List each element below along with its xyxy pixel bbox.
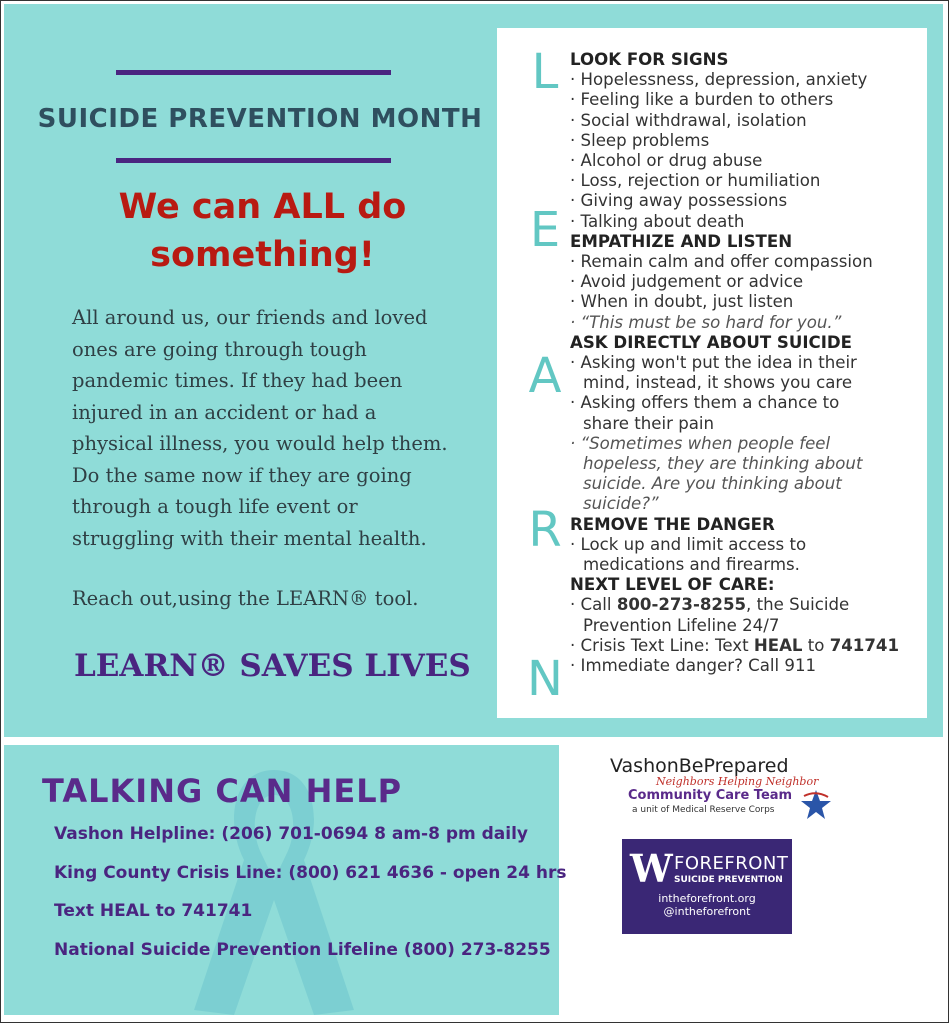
ask-item-line: share their pain: [583, 413, 715, 433]
look-item: · Social withdrawal, isolation: [570, 110, 807, 130]
crisis-prefix: · Crisis Text Line: Text: [570, 635, 754, 655]
danger-line: · Immediate danger? Call 911: [570, 656, 817, 676]
ask-item-line: · Asking won't put the idea in their: [570, 353, 857, 373]
medical-reserve-corps-star-icon: [800, 788, 832, 822]
ask-quote-line: suicide?”: [583, 494, 659, 514]
empathize-quote: · “This must be so hard for you.”: [570, 312, 842, 332]
headline-line-1: We can ALL do: [118, 187, 407, 227]
empathize-item: · Avoid judgement or advice: [570, 272, 804, 292]
remove-heading: REMOVE THE DANGER: [570, 514, 775, 534]
ask-quote-line: suicide. Are you thinking about: [583, 474, 842, 494]
call-line: [570, 595, 925, 615]
learn-letter-r: R: [528, 502, 562, 558]
look-item: · Hopelessness, depression, anxiety: [570, 70, 868, 90]
empathize-heading: EMPATHIZE AND LISTEN: [570, 231, 793, 251]
forefront-logo: [622, 839, 792, 934]
helpline-item: Vashon Helpline: (206) 701-0694 8 am-8 pm daily: [54, 824, 529, 844]
look-heading: LOOK FOR SIGNS: [570, 50, 729, 69]
vbp-unit: a unit of Medical Reserve Corps: [632, 805, 775, 815]
intro-line: All around us, our friends and loved: [72, 306, 428, 329]
look-item: · Alcohol or drug abuse: [570, 151, 763, 171]
crisis-line: [570, 636, 925, 656]
learn-saves-lives: LEARN® SAVES LIVES: [74, 648, 471, 684]
helpline-item: National Suicide Prevention Lifeline (800) 273-8255: [54, 939, 551, 960]
learn-list: [570, 50, 925, 676]
learn-letter-e: E: [529, 202, 561, 258]
headline: [80, 183, 445, 279]
empathize-item: · Remain calm and offer compassion: [570, 252, 873, 272]
ask-heading: ASK DIRECTLY ABOUT SUICIDE: [570, 332, 852, 352]
helpline-item: Text HEAL to 741741: [54, 901, 253, 921]
forefront-contact: [622, 892, 792, 918]
remove-line: medications and firearms.: [583, 555, 800, 575]
intro-line: pandemic times. If they had been: [72, 369, 403, 392]
look-item: · Giving away possessions: [570, 191, 788, 211]
page-title: SUICIDE PREVENTION MONTH: [37, 104, 483, 134]
look-item: · Loss, rejection or humiliation: [570, 171, 821, 191]
ask-item-line: · Asking offers them a chance to: [570, 393, 840, 413]
look-item: · Sleep problems: [570, 130, 710, 150]
look-item: · Talking about death: [570, 211, 745, 231]
empathize-item: · When in doubt, just listen: [570, 292, 794, 312]
call-suffix: , the Suicide: [746, 595, 850, 615]
next-heading: NEXT LEVEL OF CARE:: [570, 575, 775, 595]
call-line-2: Prevention Lifeline 24/7: [583, 615, 780, 635]
crisis-number: 741741: [829, 635, 899, 655]
uw-w-icon: W: [630, 846, 673, 891]
crisis-to: to: [802, 635, 830, 655]
talking-title: TALKING CAN HELP: [42, 772, 403, 810]
vbp-tagline: Neighbors Helping Neighbor: [656, 775, 819, 788]
headline-line-2: something!: [150, 235, 375, 275]
intro-text: [72, 302, 492, 554]
ask-item-line: mind, instead, it shows you care: [583, 373, 853, 393]
intro-line: physical illness, you would help them.: [72, 432, 448, 455]
intro-line: struggling with their mental health.: [72, 526, 427, 550]
vbp-title: VashonBePrepared: [610, 755, 789, 777]
look-item: · Feeling like a burden to others: [570, 90, 834, 110]
remove-line: · Lock up and limit access to: [570, 534, 807, 554]
intro-line: injured in an accident or had a: [72, 400, 377, 424]
forefront-subtitle: SUICIDE PREVENTION: [674, 875, 783, 885]
divider-top: [116, 70, 391, 75]
forefront-name: FOREFRONT: [674, 853, 789, 874]
crisis-heal: HEAL: [753, 635, 803, 655]
reach-out-text: Reach out,using the LEARN® tool.: [72, 587, 419, 610]
intro-line: ones are going through tough: [72, 337, 367, 361]
learn-letter-n: N: [527, 651, 563, 707]
helpline-list: [54, 820, 567, 974]
intro-line: Do the same now if they are going: [72, 463, 412, 487]
vbp-community-care-team: Community Care Team: [628, 788, 793, 803]
learn-letter-a: A: [528, 348, 562, 404]
divider-bottom: [116, 158, 391, 163]
call-number: 800-273-8255: [616, 595, 747, 615]
intro-line: through a tough life event or: [72, 495, 358, 518]
call-prefix: · Call: [570, 595, 617, 615]
forefront-handle: @intheforefront: [663, 905, 751, 918]
helpline-item: King County Crisis Line: (800) 621 4636 - open 24 hrs: [54, 862, 567, 883]
forefront-url: intheforefront.org: [658, 892, 756, 905]
learn-letter-l: L: [531, 44, 559, 100]
ask-quote-line: · “Sometimes when people feel: [570, 433, 831, 453]
ask-quote-line: hopeless, they are thinking about: [583, 454, 863, 474]
